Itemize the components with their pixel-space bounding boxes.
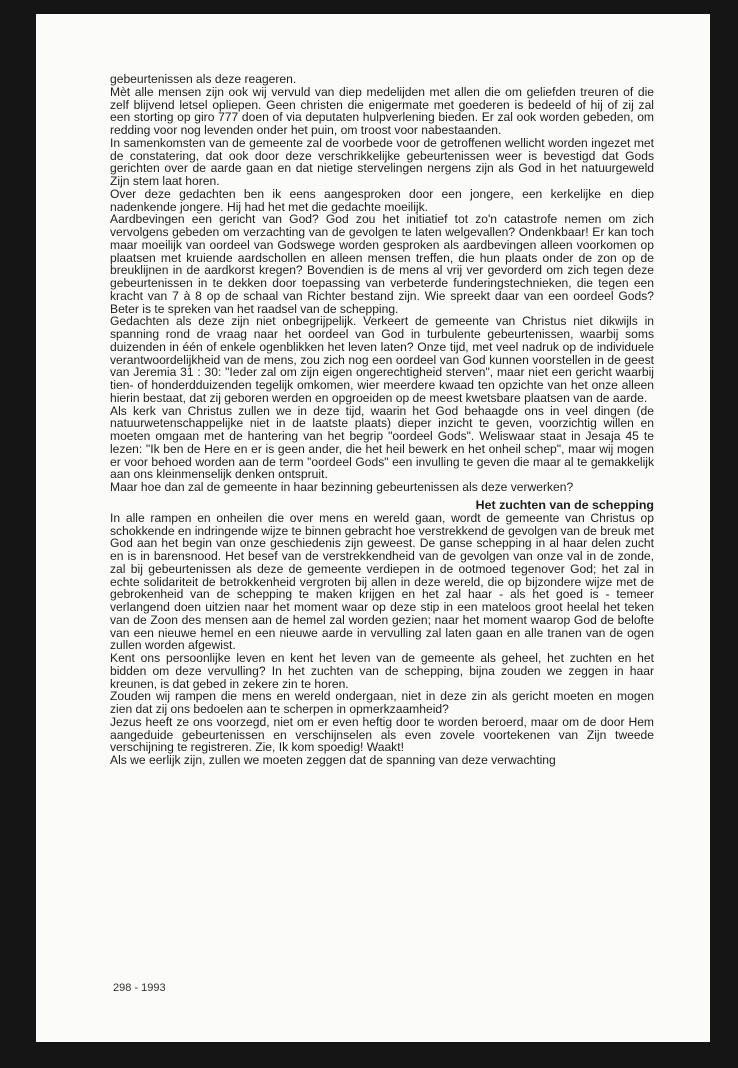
paragraph: Aardbevingen een gericht van God? God zou het initiatief tot zo'n catastrofe nemen om zich vervolgens gebeden om verzachting van de gevolgen te laten welgevallen? Ondenkbaar! Er kan toch maar moeilijk van oordeel van Godswege worden gesproken als aardbevingen alleen voorkomen op plaatsen met kruiende aardschollen en alleen mensen treffen, die hun plaats onder de zon op de breuklijnen in de aardkorst kregen? Bovendien is de mens al vrij ver gevorderd om zich tegen deze gebeurtenissen in te dekken door toepassing van verbeterde funderingstechnieken, die tegen een kracht van 7 à 8 op de schaal van Richter bestand zijn. Wie spreekt daar van een oordeel Gods? Beter is te spreken van het raadsel van de schepping.	[110, 212, 654, 316]
paragraph: Als we eerlijk zijn, zullen we moeten zeggen dat de spanning van deze verwachting	[110, 753, 556, 767]
article-body	[110, 73, 654, 767]
paragraph: Mèt alle mensen zijn ook wij vervuld van diep medelijden met allen die om geliefden treuren of die zelf blijvend letsel opliepen. Geen christen die enigermate met goederen is bedeeld of hij of zij zal een storting op giro 777 doen of via deputaten hulpverlening bieden. Er zal ook worden gebeden, om redding voor nog levenden onder het puin, om troost voor nabestaanden.	[110, 84, 654, 137]
paragraph: Maar hoe dan zal de gemeente in haar bezinning gebeurtenissen als deze verwerken?	[110, 480, 574, 494]
paragraph: In alle rampen en onheilen die over mens en wereld gaan, wordt de gemeente van Christus op schokkende en indringende wijze te binnen gebracht hoe verstrekkend de gevolgen van de breuk met God aan het begin van onze geschiedenis zijn geweest. De ganse schepping in al haar delen zucht en is in barensnood. Het besef van de verstrekkendheid van de gevolgen van onze val in de zonde, zal bij gebeurtenissen als deze de gemeente verdiepen in de ootmoed tegenover God; het zal in echte solidariteit de betrokkenheid vergroten bij allen in deze wereld, die op bijzondere wijze met de gebrokenheid van de schepping te maken krijgen en het zal haar - als het goed is - temeer verlangend doen uitzien naar het moment waar op deze stip in een mateloos groot heelal het teken van de Zoon des mensen aan de hemel zal worden gezien; naar het moment waarop God de belofte van een nieuwe hemel en een nieuwe aarde in vervulling zal laten gaan en alle tranen van de ogen zullen worden afgewist.	[110, 510, 654, 653]
scan-border-right	[710, 0, 738, 1068]
paragraph: gebeurtenissen als deze reageren.	[110, 72, 297, 86]
paragraph: In samenkomsten van de gemeente zal de voorbede voor de getroffenen wellicht worden ingezet met de constatering, dat ook door deze verschrikkelijke gebeurtenissen weer is bevestigd dat Gods gerichten over de aarde gaan en dat nietige stervelingen nergens zijn als God in het natuurgeweld Zijn stem laat horen.	[110, 135, 654, 188]
scan-border-top	[0, 0, 738, 14]
page-number: 298 - 1993	[113, 982, 166, 994]
scan-border-bottom	[0, 1042, 738, 1068]
paragraph: Kent ons persoonlijke leven en kent het leven van de gemeente als geheel, het zuchten en het bidden om deze vervulling? In het zuchten van de schepping, bijna zouden we zeggen in haar kreunen, is dat gebed in zekere zin te horen.	[110, 651, 654, 691]
paragraph: Als kerk van Christus zullen we in deze tijd, waarin het God behaagde ons in veel dingen (de natuurwetenschappelijke niet in de laatste plaats) dieper inzicht te geven, voorzichtig willen en moeten omgaan met de hantering van het begrip "oordeel Gods". Weliswaar staat in Jesaja 45 te lezen: "Ik ben de Here en er is geen ander, die het heil bewerk en het onheil schep", maar wij mogen er voor behoed worden aan de term "oordeel Gods" een invulling te geven die maar al te gemakkelijk aan ons kleinmenselijk denken ontspruit.	[110, 403, 654, 482]
scan-border-left	[0, 0, 36, 1068]
section-heading: Het zuchten van de schepping	[475, 497, 654, 512]
paragraph: Jezus heeft ze ons voorzegd, niet om er even heftig door te worden beroerd, maar om de door Hem aangeduide gebeurtenissen en verschijnselen als even zovele voortekenen van Zijn tweede verschijning te registreren. Zie, Ik kom spoedig! Waakt!	[110, 714, 654, 755]
paragraph: Zouden wij rampen die mens en wereld ondergaan, niet in deze zin als gericht moeten en mogen zien dat zij ons bedoelen aan te scherpen in opmerkzaamheid?	[110, 689, 654, 716]
paragraph: Gedachten als deze zijn niet onbegrijpelijk. Verkeert de gemeente van Christus niet dikwijls in spanning rond de vraag naar het oordeel van God in turbulente gebeurtenissen, waarbij soms duizenden in één of enkele ogenblikken het leven laten? Onze tijd, met veel nadruk op de individuele verantwoordelijkheid van de mens, zou zich nog een oordeel van God kunnen voorstellen in de geest van Jeremia 31 : 30: "Ieder zal om zijn eigen ongerechtigheid sterven", maar niet een gericht waarbij tien- of honderdduizenden tegelijk omkomen, wier meerdere kwaad ten opzichte van het onze alleen hierin bestaat, dat zij geboren werden en opgroeiden op de meest kwetsbare plaatsen van de aarde.	[110, 314, 654, 405]
paragraph: Over deze gedachten ben ik eens aangesproken door een jongere, een kerkelijke en diep nadenkende jongere. Hij had het met die gedachte moeilijk.	[110, 186, 654, 214]
